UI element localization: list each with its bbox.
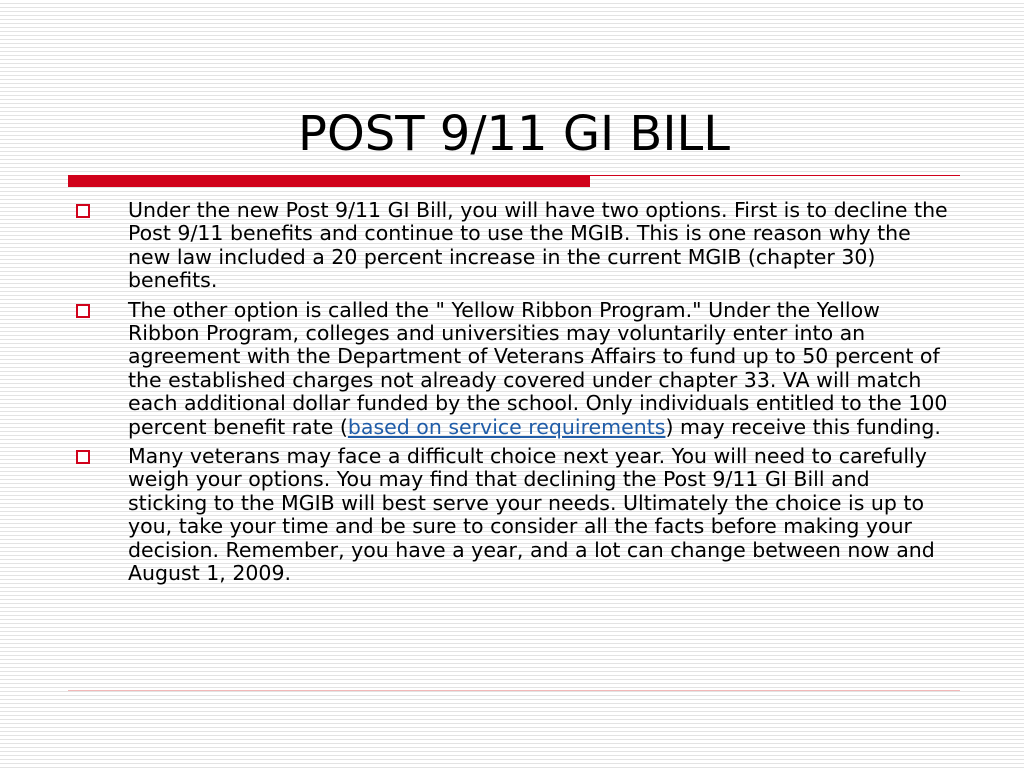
bullet-item [74,299,954,439]
bullet-text [128,298,947,439]
bullet-item [74,199,954,293]
hollow-square-bullet-icon [76,450,90,464]
bullet-text-before-link: The other option is called the " Yellow Ribbon Program." Under the Yellow Ribbon Program, colleges and universities may voluntarily enter into an agreement with the Department of Veterans Affairs to fund up to 50 percent of the established charges not already covered under chapter 33. VA will match each additional dollar funded by the school. Only individuals entitled to the 100 percent benefit rate ( [128,297,948,439]
hollow-square-bullet-icon [76,204,90,218]
footer-divider [68,690,960,691]
hollow-square-bullet-icon [76,304,90,318]
title-underline-thin [590,175,960,176]
bullet-text-after-link: ) may receive this funding. [665,414,941,439]
service-requirements-link[interactable]: based on service requirements [347,414,666,439]
title-underline-accent [68,175,590,187]
bullet-text: Many veterans may face a difficult choice next year. You will need to carefully weigh your options. You may find that declining the Post 9/11 GI Bill and sticking to the MGIB will best serve your needs. Ultimately the choice is up to you, take your time and be sure to consider all the facts before making your decision. Remember, you have a year, and a lot can change between now and August 1, 2009. [128,444,935,586]
slide-title: POST 9/11 GI BILL [298,106,730,162]
bullet-text: Under the new Post 9/11 GI Bill, you will have two options. First is to decline the Post 9/11 benefits and continue to use the MGIB. This is one reason why the new law included a 20 percent increase in the current MGIB (chapter 30) benefits. [128,198,948,293]
bullet-item [74,445,954,585]
slide-body [74,199,954,592]
